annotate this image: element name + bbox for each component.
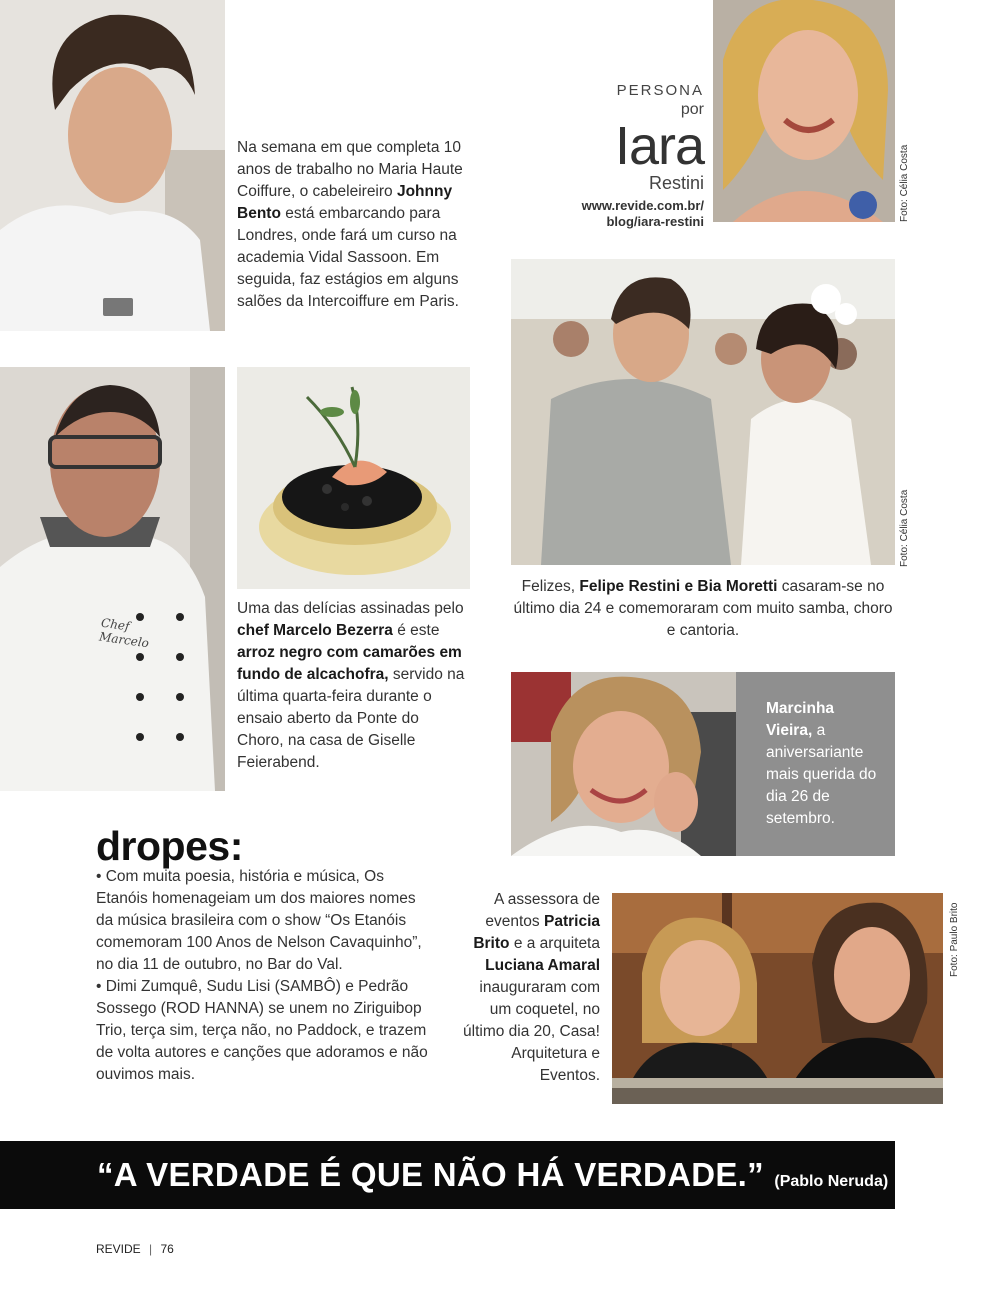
- chef-jacket-embroidery: Chef Marcelo: [98, 615, 150, 651]
- dropes-list: [96, 866, 436, 1086]
- photo-wedding: [511, 259, 895, 565]
- chef-name: chef Marcelo Bezerra: [237, 622, 393, 639]
- photo-credit-celia-1: Foto: Célia Costa: [899, 144, 910, 222]
- luciana-name: Luciana Amaral: [485, 957, 600, 974]
- quote-text: “A VERDADE É QUE NÃO HÁ VERDADE.”: [97, 1156, 764, 1193]
- quote-author: (Pablo Neruda): [774, 1173, 889, 1190]
- johnny-name: Johnny Bento: [237, 183, 453, 222]
- marcinha-caption: Marcinha Vieira, a aniversariante mais querida do dia 26 de setembro.: [766, 700, 877, 827]
- photo-johnny-bento: [0, 0, 225, 331]
- persona-label: PERSONA: [616, 82, 704, 99]
- chef-caption: Uma das delícias assinadas pelo chef Marcelo Bezerra é este arroz negro com camarões em fundo de alcachofra, servido na última quarta-feira durante o ensaio aberto da Ponte do Choro, na casa de Giselle Feierabend.: [237, 600, 465, 771]
- photo-patricia-luciana: [612, 893, 943, 1104]
- page-number: 76: [160, 1242, 174, 1256]
- blog-url-line1[interactable]: www.revide.com.br/: [581, 198, 704, 213]
- johnny-caption: Na semana em que completa 10 anos de trabalho no Maria Haute Coiffure, o cabeleireiro Johnny Bento está embarcando para Londres, onde fará um curso na academia Vidal Sassoon. Em seguida, faz estágios em alguns salões da Intercoiffure em Paris.: [237, 139, 463, 310]
- dish-name: arroz negro com camarões em fundo de alcachofra,: [237, 644, 462, 683]
- marcinha-name: Marcinha Vieira,: [766, 700, 835, 739]
- patricia-name: Patricia Brito: [473, 913, 600, 952]
- photo-marcinha-vieira: [511, 672, 736, 856]
- photo-credit-paulo: Foto: Paulo Brito: [949, 902, 960, 977]
- patricia-caption: A assessora de eventos Patricia Brito e a arquiteta Luciana Amaral inauguraram com um coquetel, no último dia 20, Casa! Arquitetura e Eventos.: [463, 891, 600, 1084]
- quote-content: [97, 1156, 888, 1194]
- column-heading: [540, 82, 704, 230]
- marcinha-caption-box: [736, 672, 895, 856]
- author-first-name: Iara: [614, 116, 704, 176]
- author-last-name: Restini: [648, 173, 704, 193]
- quote-bar: [0, 1141, 895, 1209]
- magazine-name: REVIDE: [96, 1242, 141, 1256]
- blog-url-line2[interactable]: blog/iara-restini: [606, 214, 704, 229]
- photo-dish: [237, 367, 470, 589]
- wedding-caption: Felizes, Felipe Restini e Bia Moretti casaram-se no último dia 24 e comemoraram com muito samba, choro e cantoria.: [513, 578, 893, 639]
- dropes-item-etanois: • Com muita poesia, história e música, Os Etanóis homenageiam um dos maiores nomes da música brasileira com o show “Os Etanóis comemoram 100 Anos de Nelson Cavaquinho”, no dia 11 de outubro, no Bar do Val.: [96, 868, 422, 973]
- dropes-item-ziriguibop: • Dimi Zumquê, Sudu Lisi (SAMBÔ) e Pedrão Sossego (ROD HANNA) se unem no Ziriguibop Trio, terça sim, terça não, no Paddock, e trazem de volta autores e canções que adoramos e não ouvimos mais.: [96, 978, 428, 1083]
- photo-credit-celia-2: Foto: Célia Costa: [899, 489, 910, 567]
- page-footer: [96, 1242, 174, 1256]
- wedding-names: Felipe Restini e Bia Moretti: [579, 578, 778, 595]
- photo-chef-marcelo: [0, 367, 225, 791]
- dropes-title: dropes:: [96, 823, 243, 869]
- por-label: por: [680, 101, 704, 118]
- footer-separator: |: [149, 1242, 153, 1256]
- photo-iara-restini: [713, 0, 895, 222]
